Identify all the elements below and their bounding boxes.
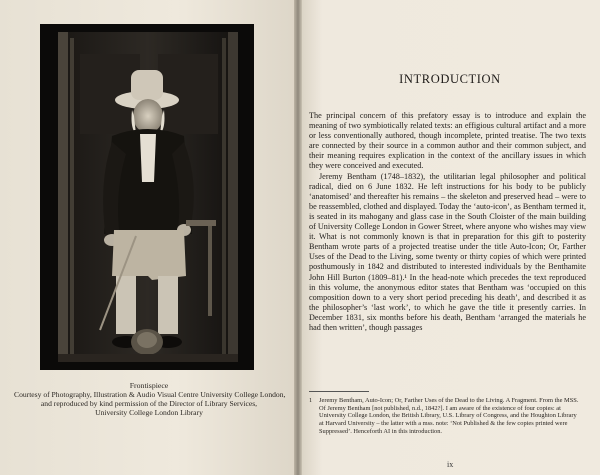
caption-line: and reproduced by kind permission of the Director of Library Services, [40, 399, 258, 408]
footnote-number: 1 [309, 397, 313, 404]
body-text [309, 111, 586, 333]
page-number: ix [447, 460, 454, 469]
caption-title: Frontispiece [129, 381, 169, 390]
footnote [309, 397, 581, 436]
paragraph: Jeremy Bentham (1748–1832), the utilitarian legal philosopher and political radical, died on 6 June 1832. He left instructions for his body to be publicly ‘anatomised’ and thereafter his remains – the skeleton and preserved head – were to be reassembled, clothed and displayed. Today the ‘auto-icon’, as Bentham termed it, is seated in its mahogany and glass case in the South Cloister of the main building of University College London in Gower Street, where anyone who wishes may view it. What is not commonly known is that in preparation for this gift to posterity Bentham wrote parts of a projected treatise under the title Auto-Icon; Or, Farther Uses of the Dead to the Living, some twenty or thirty copies of which were printed posthumously in 1842 and distributed to interested individuals by the Benthamite John Hill Burton (1809–81).¹ In the head-note which precedes the text reproduced in this volume, the anonymous editor states that Bentham was ‘occupied on this composition down to a very short period preceding his death’, and described it as the philosopher’s ‘last work’, to which he gave the title it presently carries. In December 1831, six months before his death, Bentham ‘arranged the materials he had then written’, though passages [309, 171, 586, 332]
paragraph: The principal concern of this prefatory essay is to introduce and explain the meaning of two symbiotically related texts: an effigious cultural artifact and a more or less conventionally authored, though incomplete, printed treatise. The two texts are connected by their source in a common author and their common subject, and their meaning requires explication in the context of the ancillary issues in which they were conceived and executed. [309, 111, 586, 171]
footnote-rule [309, 391, 369, 392]
frontispiece-photo [40, 24, 254, 370]
footnote-text: Jeremy Bentham, Auto-Icon; Or, Farther Uses of the Dead to the Living. A Fragment. From the MSS. Of Jeremy Bentham [not published, n.d., 1842?]. I am aware of the existence of four copies: at University College London, the British Library, U.S. Library of Congress, and the Houghton Library at Harvard University – the latter with a mss. note: ‘Not Published & the few copies printed were Suppressed’. Henceforth AI in this introduction. [319, 397, 579, 435]
caption-line: University College London Library [95, 408, 203, 417]
chapter-heading: INTRODUCTION [399, 72, 501, 86]
auto-icon-photograph [40, 24, 254, 370]
caption-line: Courtesy of Photography, Illustration & Audio Visual Centre University College London, [14, 390, 286, 399]
frontispiece-caption [14, 381, 284, 417]
